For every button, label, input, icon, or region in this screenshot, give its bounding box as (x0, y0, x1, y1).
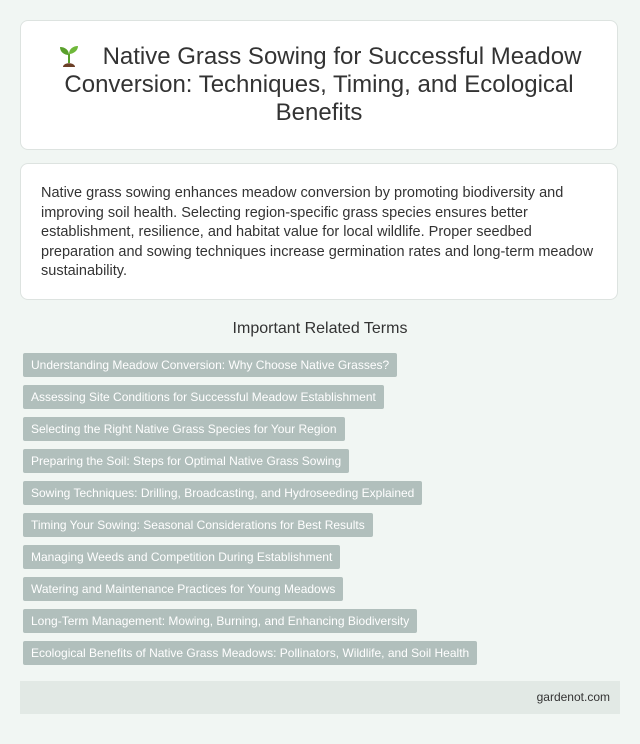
sprout-icon (57, 43, 81, 67)
footer-site-link[interactable]: gardenot.com (536, 690, 610, 704)
page-title (51, 43, 587, 127)
related-term-tag[interactable]: Timing Your Sowing: Seasonal Considerations for Best Results (23, 513, 373, 537)
related-term-tag[interactable]: Assessing Site Conditions for Successful Meadow Establishment (23, 385, 384, 409)
title-card (20, 20, 618, 150)
intro-text: Native grass sowing enhances meadow conversion by promoting biodiversity and improving soil health. Selecting region-specific grass species ensures better establishment, resilience, and habitat value for local wildlife. Proper seedbed preparation and sowing techniques increase germination rates and long-term meadow sustainability. (41, 185, 594, 279)
related-terms-heading: Important Related Terms (232, 320, 408, 337)
related-term-tag[interactable]: Selecting the Right Native Grass Species for Your Region (23, 417, 345, 441)
page-title-text: Native Grass Sowing for Successful Meadow Conversion: Techniques, Timing, and Ecological Benefits (64, 43, 582, 126)
related-term-tag[interactable]: Ecological Benefits of Native Grass Meadows: Pollinators, Wildlife, and Soil Health (23, 641, 477, 665)
footer (20, 681, 620, 714)
related-term-tag[interactable]: Sowing Techniques: Drilling, Broadcasting, and Hydroseeding Explained (23, 481, 422, 505)
related-term-tag[interactable]: Understanding Meadow Conversion: Why Choose Native Grasses? (23, 353, 397, 377)
related-term-tag[interactable]: Managing Weeds and Competition During Establishment (23, 545, 340, 569)
related-term-tag[interactable]: Watering and Maintenance Practices for Young Meadows (23, 577, 343, 601)
related-term-tag[interactable]: Preparing the Soil: Steps for Optimal Native Grass Sowing (23, 449, 349, 473)
related-term-tag[interactable]: Long-Term Management: Mowing, Burning, and Enhancing Biodiversity (23, 609, 417, 633)
related-terms-list (23, 353, 623, 673)
intro-card (20, 163, 618, 300)
